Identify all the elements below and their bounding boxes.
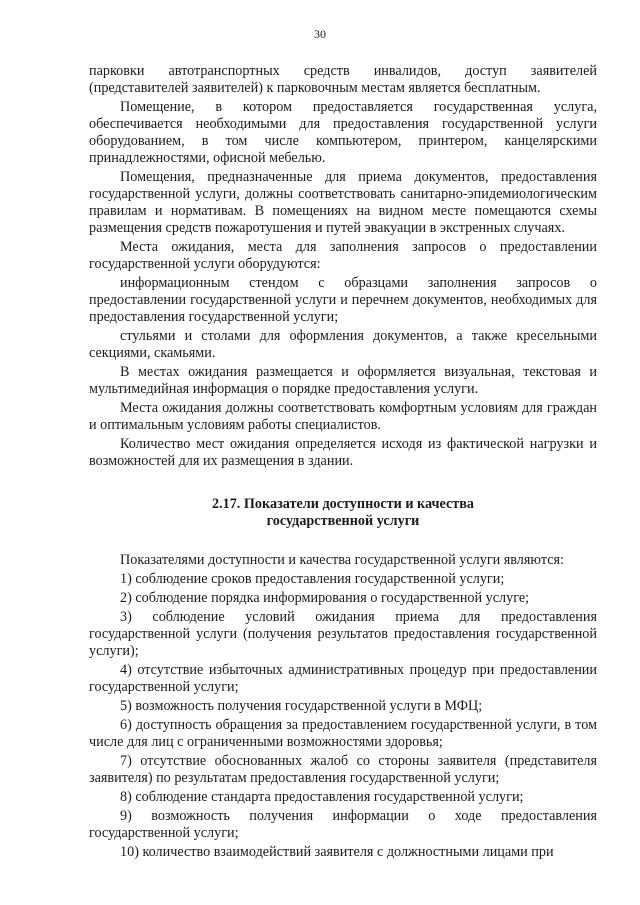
paragraph: Показателями доступности и качества государственной услуги являются: bbox=[120, 552, 564, 568]
paragraph: В местах ожидания размещается и оформляется визуальная, текстовая и мультимедийная информация о порядке предоставления услуги. bbox=[89, 364, 597, 397]
list-item: 4) отсутствие избыточных административных процедур при предоставлении государственной услуги; bbox=[89, 662, 597, 695]
section-heading-line: 2.17. Показатели доступности и качества bbox=[211, 496, 475, 512]
paragraph: Количество мест ожидания определяется исходя из фактической нагрузки и возможностей для их размещения в здании. bbox=[89, 436, 597, 469]
list-item: 6) доступность обращения за предоставлением государственной услуги, в том числе для лиц с ограниченными возможностями здоровья; bbox=[89, 717, 597, 750]
page-number: 30 bbox=[314, 27, 326, 41]
list-item: 1) соблюдение сроков предоставления государственной услуги; bbox=[120, 571, 505, 587]
paragraph: стульями и столами для оформления документов, а также кресельными секциями, скамьями. bbox=[89, 328, 597, 361]
section-heading-line: государственной услуги bbox=[266, 513, 420, 529]
document-body bbox=[89, 63, 597, 863]
list-item: 10) количество взаимодействий заявителя с должностными лицами при bbox=[120, 844, 554, 860]
section-heading bbox=[89, 496, 597, 530]
list-item: 8) соблюдение стандарта предоставления государственной услуги; bbox=[120, 789, 524, 805]
paragraph: Места ожидания, места для заполнения запросов о предоставлении государственной услуги оборудуются: bbox=[89, 239, 597, 272]
paragraph: Помещения, предназначенные для приема документов, предоставления государственной услуги, должны соответствовать санитарно-эпидемиологическим правилам и нормативам. В помещениях на видном месте помещаются схемы размещения средств пожаротушения и путей эвакуации в экстренных случаях. bbox=[89, 169, 597, 236]
paragraph: Места ожидания должны соответствовать комфортным условиям для граждан и оптимальным условиям работы специалистов. bbox=[89, 400, 597, 433]
list-item: 3) соблюдение условий ожидания приема для предоставления государственной услуги (получения результатов предоставления государственной услуги); bbox=[89, 609, 597, 659]
list-item: 2) соблюдение порядка информирования о государственной услуге; bbox=[120, 590, 530, 606]
paragraph: информационным стендом с образцами заполнения запросов о предоставлении государственной услуги и перечнем документов, необходимых для предоставления государственной услуги; bbox=[89, 275, 597, 325]
paragraph: Помещение, в котором предоставляется государственная услуга, обеспечивается необходимыми для предоставления государственной услуги оборудованием, в том числе компьютером, принтером, канцелярскими принадлежностями, офисной мебелью. bbox=[89, 99, 597, 166]
list-item: 5) возможность получения государственной услуги в МФЦ; bbox=[120, 698, 483, 714]
list-item: 9) возможность получения информации о ходе предоставления государственной услуги; bbox=[89, 808, 597, 841]
list-item: 7) отсутствие обоснованных жалоб со стороны заявителя (представителя заявителя) по результатам предоставления государственной услуги; bbox=[89, 753, 597, 786]
paragraph: парковки автотранспортных средств инвалидов, доступ заявителей (представителей заявителей) к парковочным местам является бесплатным. bbox=[89, 63, 597, 96]
